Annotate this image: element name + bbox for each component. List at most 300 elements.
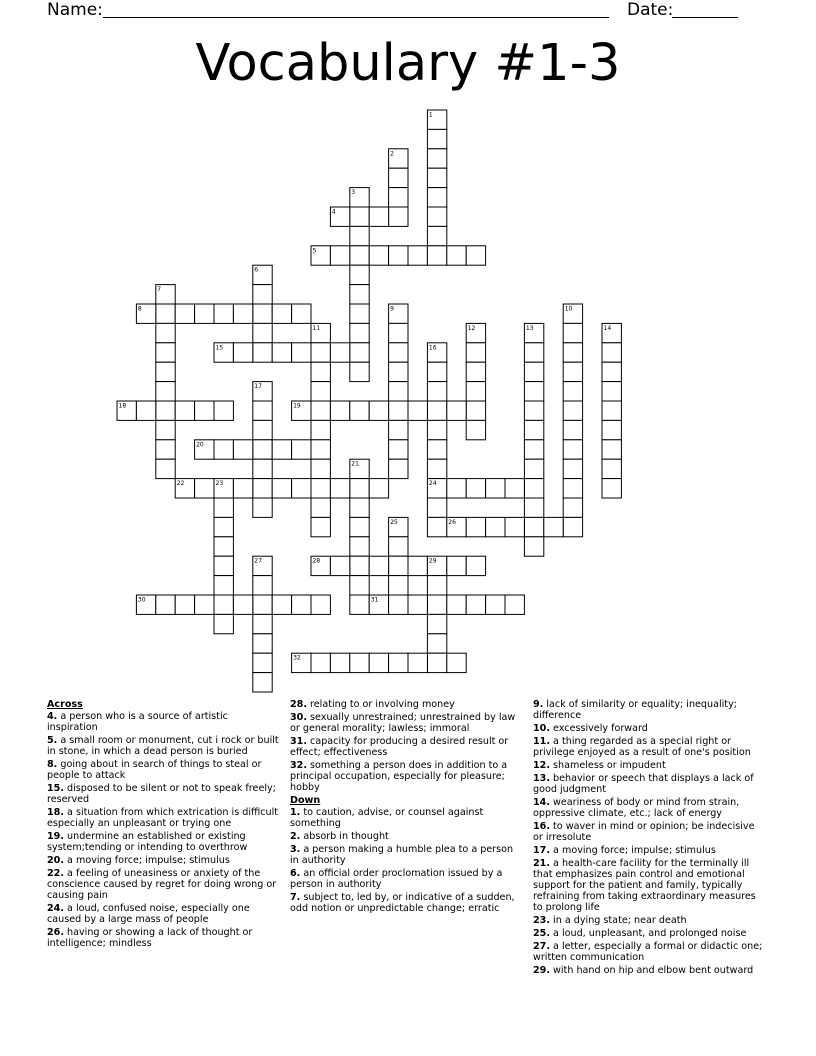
grid-cell[interactable] (350, 362, 369, 381)
grid-cell[interactable] (466, 343, 485, 362)
grid-cell[interactable] (466, 595, 485, 614)
grid-cell[interactable] (408, 246, 427, 265)
grid-cell[interactable] (466, 479, 485, 498)
grid-cell[interactable] (311, 362, 330, 381)
grid-cell[interactable] (350, 246, 369, 265)
clue-number: 1. (290, 807, 301, 818)
clue-text: excessively forward (550, 723, 648, 734)
grid-cell[interactable] (253, 401, 272, 420)
grid-cell[interactable] (447, 479, 466, 498)
grid-cell[interactable] (524, 537, 543, 556)
grid-cell[interactable] (350, 498, 369, 517)
grid-cell[interactable] (389, 343, 408, 362)
grid-cell[interactable] (233, 479, 252, 498)
down-clue (533, 821, 765, 843)
grid-cell[interactable] (156, 420, 175, 439)
cell-number: 2 (390, 150, 394, 158)
clue-text: shameless or impudent (550, 760, 666, 771)
clue-number: 7. (290, 892, 301, 903)
clue-text: to waver in mind or opinion; be indecisive or irresolute (533, 821, 755, 843)
across-clue (290, 760, 522, 793)
clue-number: 29. (533, 965, 550, 976)
grid-cell[interactable] (175, 595, 194, 614)
grid-cell[interactable] (544, 517, 563, 536)
across-clue (47, 831, 279, 853)
grid-cell[interactable] (292, 440, 311, 459)
grid-cell[interactable] (524, 479, 543, 498)
grid-cell[interactable] (486, 595, 505, 614)
grid-cell[interactable] (292, 343, 311, 362)
clue-text: a person who is a source of artistic inspiration (47, 711, 228, 733)
down-clue (533, 797, 765, 819)
grid-cell[interactable] (427, 653, 446, 672)
grid-cell[interactable] (408, 401, 427, 420)
grid-cell[interactable] (563, 401, 582, 420)
down-clue (533, 699, 765, 721)
grid-cell[interactable] (602, 401, 621, 420)
grid-cell[interactable] (214, 440, 233, 459)
grid-cell[interactable] (466, 382, 485, 401)
grid-cell[interactable] (330, 246, 349, 265)
grid-cell[interactable] (350, 285, 369, 304)
grid-cell[interactable] (311, 343, 330, 362)
clue-text: a moving force; impulse; stimulus (64, 855, 230, 866)
clue-text: a letter, especially a formal or didactic one; written communication (533, 941, 763, 963)
clue-list (47, 699, 777, 999)
clue-text: with hand on hip and elbow bent outward (550, 965, 754, 976)
clue-text: relating to or involving money (307, 699, 455, 710)
grid-cell[interactable] (408, 595, 427, 614)
grid-cell[interactable] (389, 440, 408, 459)
grid-cell[interactable] (505, 517, 524, 536)
grid-cell[interactable] (524, 498, 543, 517)
grid-cell[interactable] (389, 323, 408, 342)
cell-number: 17 (254, 383, 262, 391)
grid-cell[interactable] (466, 420, 485, 439)
date-label: Date: (627, 0, 674, 20)
grid-cell[interactable] (369, 246, 388, 265)
grid-cell[interactable] (427, 207, 446, 226)
down-clue (533, 941, 765, 963)
grid-cell[interactable] (389, 207, 408, 226)
grid-cell[interactable] (156, 459, 175, 478)
grid-cell[interactable] (427, 576, 446, 595)
cell-number: 16 (428, 344, 437, 352)
grid-cell[interactable] (350, 207, 369, 226)
down-heading: Down (290, 795, 321, 806)
grid-cell[interactable] (253, 595, 272, 614)
cell-number: 6 (254, 266, 259, 274)
grid-cell[interactable] (427, 614, 446, 633)
clue-number: 31. (290, 736, 307, 747)
grid-cell[interactable] (233, 304, 252, 323)
grid-cell[interactable] (389, 401, 408, 420)
grid-cell[interactable] (253, 634, 272, 653)
down-clue (533, 723, 765, 734)
down-clue (533, 736, 765, 758)
clue-number: 10. (533, 723, 550, 734)
grid-cell[interactable] (389, 537, 408, 556)
grid-cell[interactable] (272, 440, 291, 459)
cell-number: 12 (467, 324, 476, 332)
grid-cell[interactable] (369, 401, 388, 420)
cell-number: 5 (312, 247, 317, 255)
grid-cell[interactable] (427, 149, 446, 168)
clue-number: 12. (533, 760, 550, 771)
grid-cell[interactable] (602, 382, 621, 401)
grid-cell[interactable] (427, 168, 446, 187)
grid-cell[interactable] (311, 595, 330, 614)
grid-cell[interactable] (486, 479, 505, 498)
grid-cell[interactable] (389, 459, 408, 478)
grid-cell[interactable] (563, 479, 582, 498)
grid-cell[interactable] (427, 226, 446, 245)
clue-number: 5. (47, 735, 58, 746)
grid-cell[interactable] (408, 556, 427, 575)
grid-cell[interactable] (350, 556, 369, 575)
grid-cell[interactable] (156, 401, 175, 420)
grid-cell[interactable] (524, 362, 543, 381)
name-label: Name: (47, 0, 103, 20)
grid-cell[interactable] (253, 576, 272, 595)
grid-cell[interactable] (136, 401, 155, 420)
grid-cell[interactable] (292, 595, 311, 614)
clue-number: 16. (533, 821, 550, 832)
grid-cell[interactable] (195, 304, 214, 323)
grid-cell[interactable] (602, 362, 621, 381)
clue-number: 14. (533, 797, 550, 808)
grid-cell[interactable] (389, 362, 408, 381)
clue-column-1 (47, 699, 279, 951)
clue-text: absorb in thought (300, 831, 389, 842)
grid-cell[interactable] (311, 459, 330, 478)
page-title: Vocabulary #1-3 (195, 34, 621, 93)
grid-cell[interactable] (602, 420, 621, 439)
grid-cell[interactable] (466, 517, 485, 536)
grid-cell[interactable] (389, 382, 408, 401)
grid-cell[interactable] (563, 323, 582, 342)
clue-text: disposed to be silent or not to speak freely; reserved (47, 783, 276, 805)
grid-cell[interactable] (214, 537, 233, 556)
grid-cell[interactable] (233, 343, 252, 362)
across-clue (290, 712, 522, 734)
grid-cell[interactable] (563, 517, 582, 536)
grid-cell[interactable] (447, 401, 466, 420)
cell-number: 24 (428, 480, 437, 488)
grid-cell[interactable] (447, 595, 466, 614)
grid-cell[interactable] (156, 595, 175, 614)
grid-cell[interactable] (253, 498, 272, 517)
grid-cell[interactable] (524, 343, 543, 362)
down-clue (533, 845, 765, 856)
grid-cell[interactable] (466, 246, 485, 265)
clue-text: a feeling of uneasiness or anxiety of the conscience caused by regret for doing wrong or causing pain (47, 868, 277, 901)
across-clue (47, 927, 279, 949)
grid-cell[interactable] (427, 382, 446, 401)
cell-number: 10 (564, 305, 573, 313)
grid-cell[interactable] (214, 498, 233, 517)
grid-cell[interactable] (175, 401, 194, 420)
clue-text: a thing regarded as a special right or privilege enjoyed as a result of one's position (533, 736, 751, 758)
grid-cell[interactable] (524, 382, 543, 401)
grid-cell[interactable] (563, 440, 582, 459)
grid-cell[interactable] (524, 420, 543, 439)
grid-cell[interactable] (233, 595, 252, 614)
clue-number: 28. (290, 699, 307, 710)
grid-cell[interactable] (311, 420, 330, 439)
grid-cell[interactable] (466, 362, 485, 381)
grid-cell[interactable] (350, 595, 369, 614)
clue-number: 11. (533, 736, 550, 747)
grid-cell[interactable] (427, 517, 446, 536)
grid-cell[interactable] (350, 343, 369, 362)
grid-cell[interactable] (350, 226, 369, 245)
grid-cell[interactable] (253, 653, 272, 672)
grid-cell[interactable] (311, 498, 330, 517)
grid-cell[interactable] (369, 479, 388, 498)
grid-cell[interactable] (311, 440, 330, 459)
grid-cell[interactable] (253, 673, 272, 692)
down-clue (290, 844, 522, 866)
grid-cell[interactable] (214, 614, 233, 633)
grid-cell[interactable] (408, 653, 427, 672)
grid-cell[interactable] (466, 556, 485, 575)
grid-cell[interactable] (350, 401, 369, 420)
grid-cell[interactable] (350, 537, 369, 556)
grid-cell[interactable] (389, 595, 408, 614)
grid-cell[interactable] (330, 401, 349, 420)
clue-text: a person making a humble plea to a person in authority (290, 844, 514, 866)
grid-cell[interactable] (427, 246, 446, 265)
grid-cell[interactable] (311, 382, 330, 401)
grid-cell[interactable] (389, 188, 408, 207)
grid-cell[interactable] (369, 653, 388, 672)
grid-cell[interactable] (563, 459, 582, 478)
grid-cell[interactable] (350, 576, 369, 595)
grid-cell[interactable] (369, 556, 388, 575)
across-clue (47, 783, 279, 805)
grid-cell[interactable] (602, 479, 621, 498)
grid-cell[interactable] (272, 343, 291, 362)
grid-cell[interactable] (389, 420, 408, 439)
clue-text: capacity for producing a desired result or effect; effectiveness (290, 736, 509, 758)
grid-cell[interactable] (524, 440, 543, 459)
grid-cell[interactable] (311, 401, 330, 420)
grid-cell[interactable] (214, 304, 233, 323)
grid-cell[interactable] (350, 304, 369, 323)
cell-number: 1 (428, 111, 433, 119)
down-clue (533, 915, 765, 926)
clue-text: subject to, led by, or indicative of a sudden, odd notion or unpredictable change; erratic (290, 892, 515, 914)
cell-number: 22 (176, 480, 185, 488)
clue-text: to caution, advise, or counsel against something (290, 807, 484, 829)
grid-cell[interactable] (292, 479, 311, 498)
across-clue (47, 855, 279, 866)
cell-number: 25 (390, 518, 398, 526)
grid-cell[interactable] (524, 401, 543, 420)
grid-cell[interactable] (214, 595, 233, 614)
grid-cell[interactable] (389, 576, 408, 595)
grid-cell[interactable] (563, 362, 582, 381)
grid-cell[interactable] (466, 401, 485, 420)
grid-cell[interactable] (350, 479, 369, 498)
grid-cell[interactable] (253, 479, 272, 498)
grid-cell[interactable] (350, 653, 369, 672)
grid-cell[interactable] (214, 401, 233, 420)
clue-text: a health-care facility for the terminally ill that emphasizes pain control and emotional support for the patient and family, typically refraining from taking extraordinary measures to prolong life (533, 858, 756, 913)
clue-number: 32. (290, 760, 307, 771)
grid-cell[interactable] (195, 595, 214, 614)
cell-number: 15 (215, 344, 224, 352)
cell-number: 14 (603, 324, 612, 332)
grid-cell[interactable] (253, 459, 272, 478)
cell-number: 32 (293, 654, 301, 662)
grid-cell[interactable] (427, 498, 446, 517)
grid-cell[interactable] (389, 168, 408, 187)
grid-cell[interactable] (156, 343, 175, 362)
grid-cell[interactable] (427, 362, 446, 381)
grid-cell[interactable] (156, 362, 175, 381)
clue-text: a situation from which extrication is difficult especially an unpleasant or trying one (47, 807, 279, 829)
grid-cell[interactable] (563, 343, 582, 362)
grid-cell[interactable] (175, 304, 194, 323)
clue-number: 26. (47, 927, 64, 938)
grid-cell[interactable] (156, 382, 175, 401)
cell-number: 29 (428, 557, 437, 565)
down-clue (290, 807, 522, 829)
grid-cell[interactable] (427, 634, 446, 653)
grid-cell[interactable] (389, 246, 408, 265)
grid-cell[interactable] (389, 556, 408, 575)
grid-cell[interactable] (214, 556, 233, 575)
clue-number: 9. (533, 699, 544, 710)
cell-number: 4 (331, 208, 336, 216)
clue-number: 24. (47, 903, 64, 914)
clue-number: 19. (47, 831, 64, 842)
grid-cell[interactable] (350, 323, 369, 342)
grid-cell[interactable] (524, 459, 543, 478)
across-clue (47, 868, 279, 901)
clue-number: 17. (533, 845, 550, 856)
grid-cell[interactable] (253, 343, 272, 362)
clue-number: 2. (290, 831, 301, 842)
grid-cell[interactable] (369, 207, 388, 226)
clue-number: 6. (290, 868, 301, 879)
clue-number: 4. (47, 711, 58, 722)
grid-cell[interactable] (427, 420, 446, 439)
grid-cell[interactable] (156, 304, 175, 323)
cell-number: 3 (351, 189, 356, 197)
grid-cell[interactable] (486, 517, 505, 536)
clue-number: 25. (533, 928, 550, 939)
down-clue (533, 858, 765, 913)
grid-cell[interactable] (253, 304, 272, 323)
across-clue (47, 759, 279, 781)
grid-cell[interactable] (427, 401, 446, 420)
grid-cell[interactable] (602, 459, 621, 478)
across-clue (290, 736, 522, 758)
grid-cell[interactable] (427, 440, 446, 459)
clue-text: a small room or monument, cut i rock or built in stone, in which a dead person is buried (47, 735, 279, 757)
grid-cell[interactable] (427, 129, 446, 148)
clue-text: sexually unrestrained; unrestrained by law or general morality; lawless; immoral (290, 712, 516, 734)
grid-cell[interactable] (311, 517, 330, 536)
cell-number: 19 (293, 402, 301, 410)
clue-number: 8. (47, 759, 58, 770)
grid-cell[interactable] (233, 440, 252, 459)
grid-cell[interactable] (350, 517, 369, 536)
grid-cell[interactable] (253, 614, 272, 633)
grid-cell[interactable] (447, 653, 466, 672)
grid-cell[interactable] (427, 459, 446, 478)
grid-cell[interactable] (602, 440, 621, 459)
clue-number: 20. (47, 855, 64, 866)
clue-number: 30. (290, 712, 307, 723)
grid-cells (117, 110, 621, 692)
grid-cell[interactable] (156, 440, 175, 459)
grid-cell[interactable] (330, 653, 349, 672)
grid-cell[interactable] (292, 304, 311, 323)
grid-cell[interactable] (563, 420, 582, 439)
clue-number: 13. (533, 773, 550, 784)
grid-cell[interactable] (447, 556, 466, 575)
down-clue (533, 928, 765, 939)
grid-cell[interactable] (350, 265, 369, 284)
grid-cell[interactable] (330, 479, 349, 498)
grid-cell[interactable] (505, 595, 524, 614)
grid-cell[interactable] (389, 653, 408, 672)
down-clue (533, 773, 765, 795)
grid-cell[interactable] (195, 479, 214, 498)
grid-cell[interactable] (427, 595, 446, 614)
grid-cell[interactable] (156, 323, 175, 342)
grid-cell[interactable] (253, 420, 272, 439)
grid-cell[interactable] (330, 343, 349, 362)
grid-cell[interactable] (272, 304, 291, 323)
clue-text: a loud, unpleasant, and prolonged noise (550, 928, 747, 939)
grid-cell[interactable] (253, 323, 272, 342)
grid-cell[interactable] (311, 653, 330, 672)
grid-cell[interactable] (253, 285, 272, 304)
grid-cell[interactable] (272, 595, 291, 614)
cell-number: 20 (196, 441, 204, 449)
clue-text: an official order proclomation issued by a person in authority (290, 868, 503, 890)
across-heading: Across (47, 699, 83, 710)
grid-cell[interactable] (427, 188, 446, 207)
down-clue (290, 831, 522, 842)
grid-cell[interactable] (524, 517, 543, 536)
grid-cell[interactable] (563, 382, 582, 401)
grid-cell[interactable] (253, 440, 272, 459)
grid-cell[interactable] (602, 343, 621, 362)
grid-cell[interactable] (330, 556, 349, 575)
cell-number: 28 (312, 557, 321, 565)
grid-cell[interactable] (447, 246, 466, 265)
grid-cell[interactable] (505, 479, 524, 498)
cell-number: 23 (215, 480, 224, 488)
cell-number: 26 (448, 518, 456, 526)
grid-cell[interactable] (214, 517, 233, 536)
cell-number: 8 (137, 305, 142, 313)
grid-cell[interactable] (563, 498, 582, 517)
grid-cell[interactable] (214, 576, 233, 595)
grid-cell[interactable] (311, 479, 330, 498)
clue-text: lack of similarity or equality; inequality; difference (533, 699, 737, 721)
grid-cell[interactable] (195, 401, 214, 420)
grid-cell[interactable] (272, 479, 291, 498)
cell-number: 21 (351, 460, 359, 468)
clue-text: a loud, confused noise, especially one caused by a large mass of people (47, 903, 250, 925)
